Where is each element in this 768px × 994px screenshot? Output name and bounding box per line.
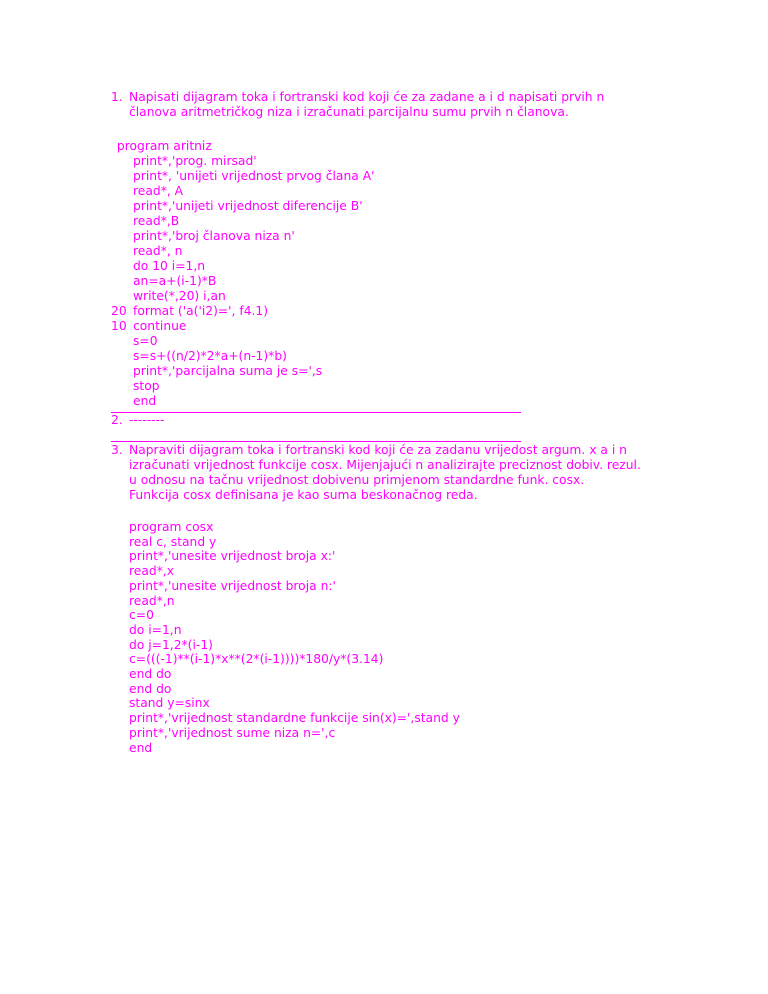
code-line: print*,'unijeti vrijednost diferencije B'	[133, 199, 363, 213]
section-1-number: 1.	[111, 90, 123, 104]
horizontal-rule	[111, 412, 521, 413]
code-line: print*,'unesite vrijednost broja n:'	[129, 578, 336, 593]
code-line: read*, A	[133, 184, 184, 198]
section-1-title-line-2: članova aritmetričkog niza i izračunati parcijalnu sumu prvih n članova.	[129, 105, 569, 119]
code-line: print*,'vrijednost standardne funkcije sin(x)=',stand y	[129, 711, 460, 726]
code-line: end	[129, 740, 153, 755]
code-line: print*,'vrijednost sume niza n=',c	[129, 725, 336, 740]
section-2-text: --------	[129, 413, 165, 427]
code-line: format ('a('i2)=', f4.1)	[133, 304, 269, 318]
section-3-number: 3.	[111, 443, 123, 457]
section-2-number: 2.	[111, 413, 123, 427]
code-line: stop	[133, 379, 160, 393]
code-line: read*,B	[133, 214, 180, 228]
code-line: print*, 'unijeti vrijednost prvog člana A'	[133, 169, 375, 183]
code-line: print*,'parcijalna suma je s=',s	[133, 364, 323, 378]
code-line: end do	[129, 667, 172, 681]
section-1-title-line-1: Napisati dijagram toka i fortranski kod koji će za zadane a i d napisati prvih n	[129, 90, 605, 104]
code-line: continue	[133, 319, 187, 333]
code-line: program aritniz	[113, 139, 212, 153]
code-line: read*,x	[129, 564, 175, 579]
code-line: program cosx	[129, 520, 214, 534]
code-line: do i=1,n	[129, 622, 182, 637]
code-line: stand y=sinx	[129, 696, 210, 711]
code-line: print*,'unesite vrijednost broja x:'	[129, 549, 336, 564]
section-3-title-line-2: izračunati vrijednost funkcije cosx. Mijenjajući n analizirajte preciznost dobiv. rezul.	[129, 458, 641, 472]
section-3-title-line-1: Napraviti dijagram toka i fortranski kod koji će za zadanu vrijedost argum. x a i n	[129, 443, 627, 457]
section-3-title-line-3: u odnosu na tačnu vrijednost dobivenu primjenom standardne funk. cosx.	[129, 473, 585, 487]
code-line: write(*,20) i,an	[133, 289, 226, 303]
code-line: read*,n	[129, 593, 175, 608]
code-line: real c, stand y	[129, 534, 217, 549]
code-line: do j=1,2*(i-1)	[129, 637, 213, 652]
section-3-title-line-4: Funkcija cosx definisana je kao suma beskonačnog reda.	[129, 488, 478, 502]
code-line: end do	[129, 681, 172, 696]
code-line: do 10 i=1,n	[133, 259, 206, 273]
code-line: an=a+(i-1)*B	[133, 274, 217, 288]
code-line: s=s+((n/2)*2*a+(n-1)*b)	[133, 349, 287, 363]
code-line: print*,'prog. mirsad'	[133, 154, 257, 168]
statement-label: 10	[111, 319, 127, 333]
code-line: c=0	[129, 608, 154, 623]
code-line: read*, n	[133, 244, 183, 258]
statement-label: 20	[111, 304, 127, 318]
code-line: end	[133, 394, 157, 408]
code-line: s=0	[133, 334, 158, 348]
code-line: c=(((-1)**(i-1)*x**(2*(i-1))))*180/y*(3.14)	[129, 652, 384, 667]
code-line: print*,'broj članova niza n'	[133, 229, 295, 243]
horizontal-rule	[111, 441, 521, 442]
